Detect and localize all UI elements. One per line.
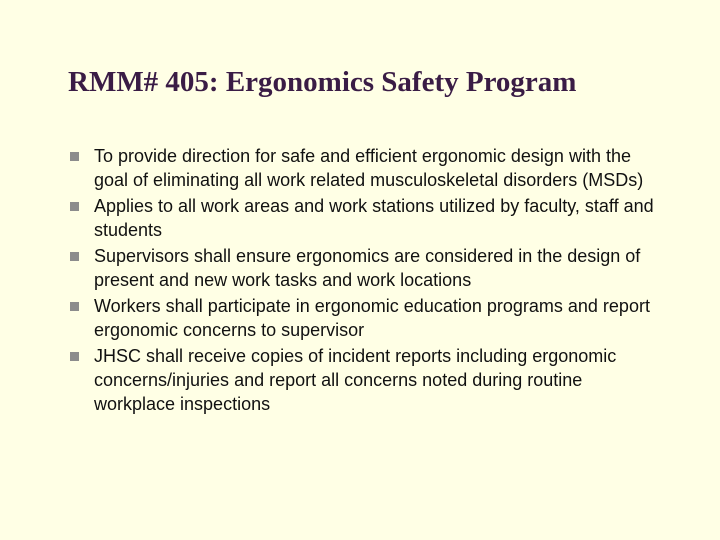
square-bullet-icon [70, 202, 79, 211]
bullet-list [68, 144, 668, 418]
slide-title: RMM# 405: Ergonomics Safety Program [68, 66, 577, 98]
bullet-item [68, 144, 668, 192]
bullet-item [68, 344, 668, 416]
bullet-item [68, 194, 668, 242]
bullet-text: JHSC shall receive copies of incident reports including ergonomic concerns/injuries and report all concerns noted during routine workplace inspections [94, 346, 617, 414]
bullet-text: Applies to all work areas and work stations utilized by faculty, staff and students [94, 196, 654, 240]
bullet-item [68, 294, 668, 342]
bullet-item [68, 244, 668, 292]
square-bullet-icon [70, 252, 79, 261]
bullet-text: To provide direction for safe and efficient ergonomic design with the goal of eliminating all work related musculoskeletal disorders (MSDs) [94, 146, 644, 190]
square-bullet-icon [70, 352, 79, 361]
bullet-text: Supervisors shall ensure ergonomics are considered in the design of present and new work tasks and work locations [94, 246, 641, 290]
bullet-text: Workers shall participate in ergonomic education programs and report ergonomic concerns to supervisor [94, 296, 650, 340]
square-bullet-icon [70, 152, 79, 161]
square-bullet-icon [70, 302, 79, 311]
